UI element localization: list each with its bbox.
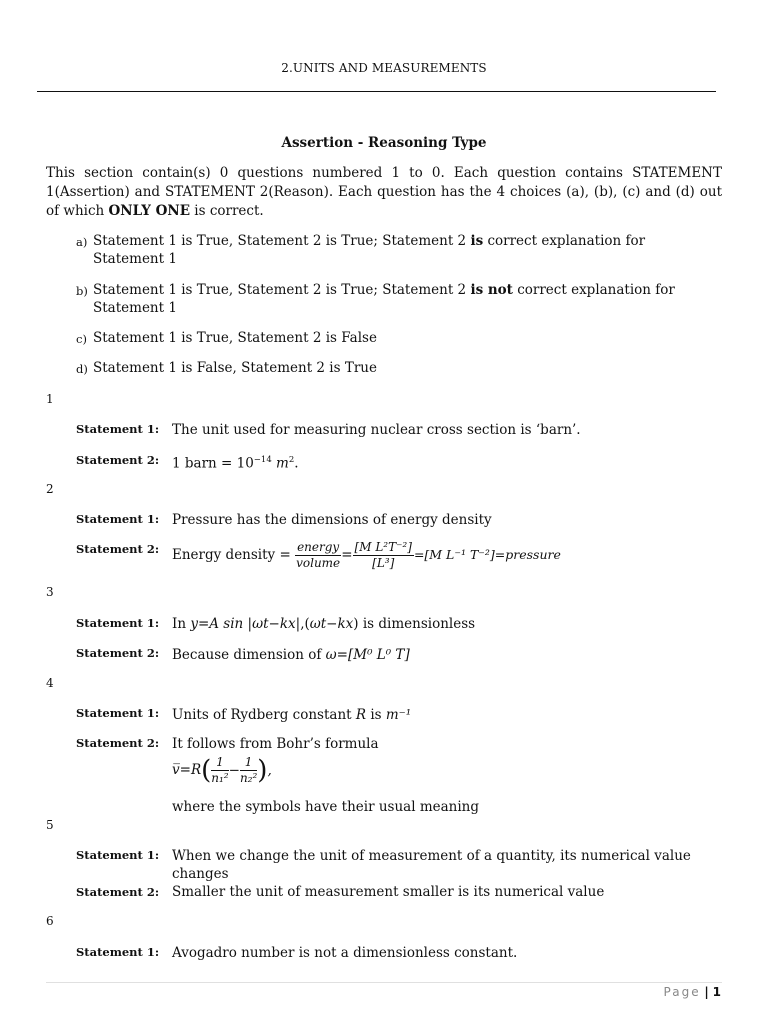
statement-1-text: Pressure has the dimensions of energy density	[172, 512, 492, 528]
s2-pre: Energy density =	[172, 547, 296, 563]
statement-1-label: Statement 1:	[76, 848, 160, 862]
s2-pre: Because dimension of	[172, 647, 326, 663]
statement-2-text: Smaller the unit of measurement smaller is its numerical value	[172, 884, 605, 900]
s2-unit-exponent: 2	[288, 455, 295, 465]
statement-2-text	[172, 540, 732, 571]
formula-tail: ,	[267, 762, 272, 779]
choice-label: d)	[76, 362, 88, 376]
omega-dimension: ω=[M⁰ L⁰ T]	[325, 647, 410, 663]
left-paren: (	[201, 755, 212, 786]
intro-bold: ONLY ONE	[108, 203, 190, 219]
wave-equation: y=A sin |ωt−kx|	[190, 616, 301, 632]
page-number: 1	[712, 985, 721, 999]
pressure-word: pressure	[505, 547, 561, 562]
s2-exponent: −14	[253, 455, 272, 465]
page-word: Page	[663, 985, 701, 999]
question-number: 4	[46, 676, 54, 690]
choice-label: c)	[76, 332, 87, 346]
question-number: 6	[46, 914, 54, 928]
statement-2-label: Statement 2:	[76, 736, 160, 750]
question-number: 2	[46, 482, 54, 496]
statement-2-label: Statement 2:	[76, 453, 160, 467]
term-2-fraction	[240, 755, 257, 786]
choice-text: Statement 1 is False, Statement 2 is True	[93, 360, 377, 376]
choice-a	[76, 232, 716, 268]
header-divider	[37, 91, 716, 92]
statement-2-label: Statement 2:	[76, 646, 160, 660]
term-1-fraction	[211, 755, 228, 786]
fraction-denominator: [L³]	[372, 556, 395, 570]
s1-post: ) is dimensionless	[353, 616, 476, 632]
question-number: 1	[46, 392, 54, 406]
statement-1-label: Statement 1:	[76, 706, 160, 720]
page-separator: |	[704, 985, 709, 999]
s1-pre: In	[172, 616, 191, 632]
footer-divider	[46, 982, 722, 983]
section-intro	[46, 164, 722, 221]
choice-b	[76, 281, 716, 317]
fraction-denominator: n₁²	[211, 771, 229, 785]
equals-sign: =	[341, 547, 353, 563]
choice-text: Statement 1 is True, Statement 2 is False	[93, 330, 377, 346]
statement-1-text: The unit used for measuring nuclear cross section is ‘barn’.	[172, 422, 581, 438]
bohr-formula	[172, 755, 712, 786]
s2-end: .	[294, 455, 299, 472]
choice-bold: is	[470, 233, 484, 249]
fraction-numerator: energy	[297, 540, 340, 554]
dimension-fraction	[353, 540, 414, 571]
statement-2-text: It follows from Bohr’s formula	[172, 736, 379, 752]
statement-1-text: Avogadro number is not a dimensionless constant.	[172, 945, 518, 961]
statement-2-label: Statement 2:	[76, 542, 160, 556]
statement-2-text	[172, 451, 712, 473]
statement-1-text	[172, 615, 712, 633]
statement-1-label: Statement 1:	[76, 616, 160, 630]
choice-c	[76, 329, 716, 347]
choice-text: Statement 1 is True, Statement 2 is True; Statement 2	[93, 233, 471, 249]
choice-d	[76, 359, 716, 377]
energy-volume-fraction	[295, 540, 341, 571]
s2-pre: 1 barn = 10	[172, 455, 254, 472]
s1-pre: Units of Rydberg constant	[172, 707, 356, 723]
statement-2-text	[172, 646, 712, 664]
statement-1-label: Statement 1:	[76, 422, 160, 436]
dimension-result: =[M L⁻¹ T⁻²]=	[413, 547, 506, 562]
fraction-numerator: [M L²T⁻²]	[354, 540, 412, 554]
choice-text-end: correct explanation for Statement 1	[93, 233, 646, 267]
phase-expression: ωt−kx	[309, 616, 354, 632]
fraction-numerator: 1	[240, 755, 257, 771]
s1-mid: ,(	[300, 616, 310, 632]
intro-text-2: is correct.	[190, 203, 264, 219]
choice-text: Statement 1 is True, Statement 2 is True; Statement 2	[93, 282, 471, 298]
right-paren: )	[257, 755, 268, 786]
fraction-denominator: volume	[296, 556, 341, 570]
statement-1-label: Statement 1:	[76, 945, 160, 959]
section-title: Assertion - Reasoning Type	[281, 135, 487, 151]
statement-2-tail: where the symbols have their usual meaning	[172, 799, 480, 815]
fraction-numerator: 1	[211, 755, 228, 771]
intro-text-1: This section contain(s) 0 questions numbered 1 to 0. Each question contains STATEMENT 1(Assertion) and STATEMENT 2(Reason). Each question has the 4 choices (a), (b), (c) and (d) out of which	[46, 165, 722, 219]
question-number: 5	[46, 818, 54, 832]
page-footer	[664, 985, 721, 999]
page-header-title: 2.UNITS AND MEASUREMENTS	[281, 61, 487, 75]
statement-1-text	[172, 706, 712, 724]
rydberg-unit: m⁻¹	[385, 707, 412, 723]
statement-1-text: When we change the unit of measurement of a quantity, its numerical value changes	[172, 848, 691, 882]
s1-mid: is	[366, 707, 386, 723]
statement-1-label: Statement 1:	[76, 512, 160, 526]
formula-lhs: v̅=R	[172, 762, 202, 778]
rydberg-symbol: R	[355, 707, 367, 723]
s2-unit: m	[276, 455, 289, 472]
statement-2-label: Statement 2:	[76, 885, 160, 899]
choice-label: a)	[76, 235, 88, 249]
choice-label: b)	[76, 284, 88, 298]
choice-text-end: correct explanation for Statement 1	[93, 282, 675, 316]
minus-sign: −	[228, 762, 240, 779]
choice-bold: is not	[470, 282, 513, 298]
fraction-denominator: n₂²	[239, 771, 258, 785]
question-number: 3	[46, 585, 54, 599]
